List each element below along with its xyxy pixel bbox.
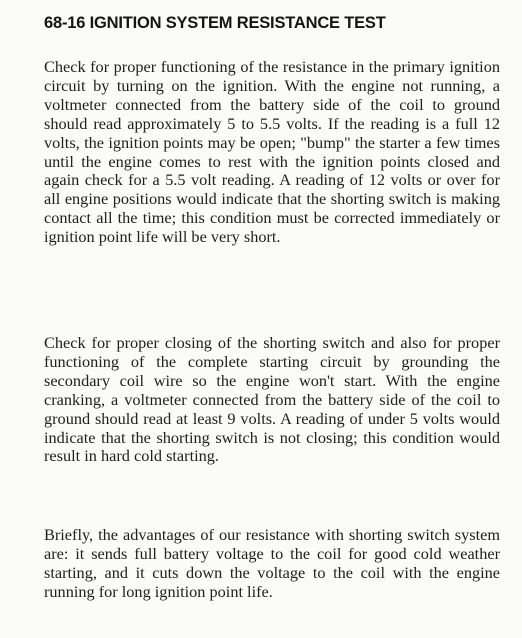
paragraph-shorting-switch-check: Check for proper closing of the shorting switch and also for proper functioning of the complete starting circuit by grounding the secondary coil wire so the engine won't start. With the engine cranking, a voltmeter connected from the battery side of the coil to ground should read at least 9 volts. A reading of under 5 volts would indicate that the shorting switch is not closing; this condition would result in hard cold starting. <box>44 333 500 466</box>
paragraph-resistance-check: Check for proper functioning of the resistance in the primary ignition circuit by turning on the ignition. With the engine not running, a voltmeter connected from the battery side of the coil to ground should read approximately 5 to 5.5 volts. If the reading is a full 12 volts, the ignition points may be open; "bump" the starter a few times until the engine comes to rest with the ignition points closed and again check for a 5.5 volt reading. A reading of 12 volts or over for all engine positions would indicate that the shorting switch is making contact all the time; this condition must be corrected immediately or ignition point life will be very short. <box>44 57 500 247</box>
section-heading: 68-16 IGNITION SYSTEM RESISTANCE TEST <box>44 14 386 32</box>
paragraph-advantages-summary: Briefly, the advantages of our resistance with shorting switch system are: it sends full battery voltage to the coil for good cold weather starting, and it cuts down the voltage to the coil with the engine running for long ignition point life. <box>44 525 500 601</box>
